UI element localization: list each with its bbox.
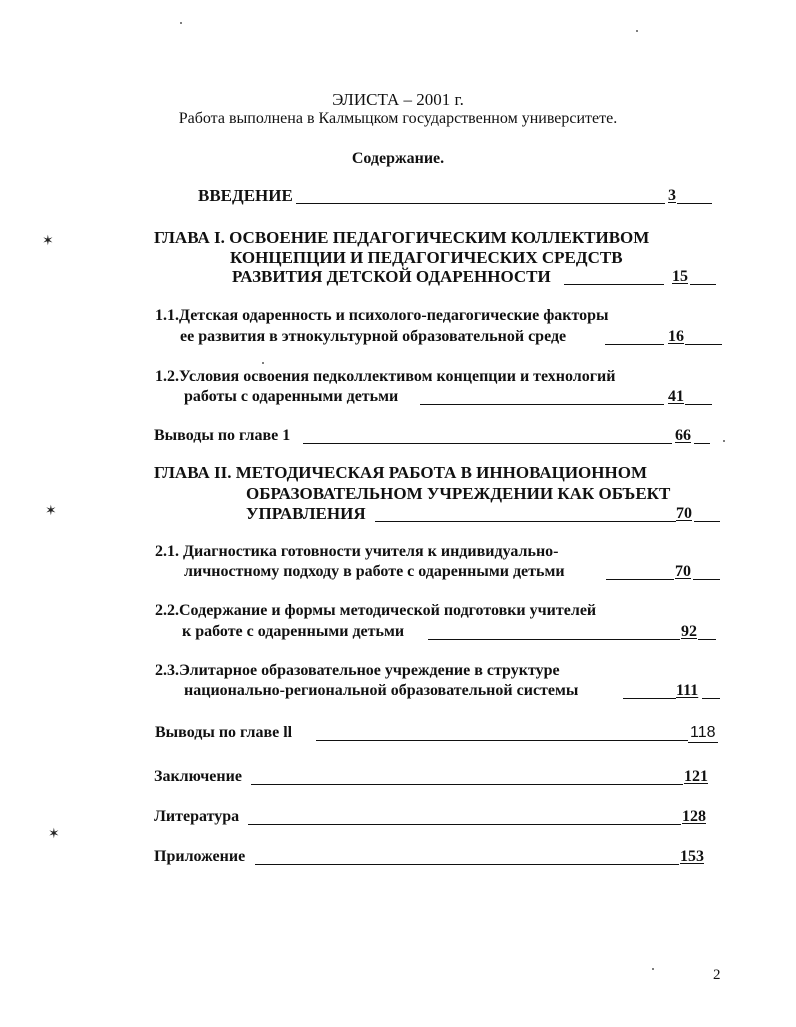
toc-leader-line — [248, 824, 681, 825]
toc-entry-line: личностному подходу в работе с одаренными детьми — [184, 563, 565, 580]
toc-leader-line — [606, 579, 674, 580]
toc-leader-line — [303, 443, 672, 444]
toc-leader-line — [564, 284, 664, 285]
scan-dot — [180, 22, 182, 24]
scan-dot — [723, 440, 725, 442]
scan-speck: ✶ — [48, 827, 60, 842]
toc-leader-line — [623, 698, 676, 699]
toc-leader-line — [296, 203, 665, 204]
toc-entry-line: РАЗВИТИЯ ДЕТСКОЙ ОДАРЕННОСТИ — [232, 267, 551, 286]
toc-leader-line — [375, 521, 676, 522]
toc-entry-line: работы с одаренными детьми — [184, 388, 399, 405]
toc-title: Содержание. — [351, 150, 445, 167]
toc-entry-line: ВВЕДЕНИЕ — [198, 186, 293, 205]
scan-speck: ✶ — [45, 504, 57, 519]
toc-entry-line: Литература — [154, 808, 240, 825]
toc-leader-tail — [688, 742, 718, 743]
toc-page-number: 41 — [668, 388, 684, 405]
toc-entry-line: КОНЦЕПЦИИ И ПЕДАГОГИЧЕСКИХ СРЕДСТВ — [230, 248, 623, 267]
toc-leader-line — [605, 344, 664, 345]
toc-leader-line — [255, 864, 679, 865]
toc-entry-line: 2.2.Содержание и формы методической подготовки учителей — [155, 602, 597, 619]
toc-leader-tail — [694, 521, 720, 522]
scan-dot — [652, 968, 654, 970]
toc-page-number: 128 — [682, 808, 706, 825]
toc-entry-line: национально-региональной образовательной системы — [184, 682, 579, 699]
toc-entry-line: 2.3.Элитарное образовательное учреждение в структуре — [155, 662, 560, 679]
toc-entry-line: ГЛАВА I. ОСВОЕНИЕ ПЕДАГОГИЧЕСКИМ КОЛЛЕКТИВОМ — [154, 228, 650, 247]
toc-leader-tail — [677, 203, 712, 204]
toc-page-number: 15 — [672, 268, 688, 285]
toc-page-number: 70 — [675, 563, 691, 580]
toc-leader-tail — [702, 698, 720, 699]
toc-entry-line: к работе с одаренными детьми — [182, 623, 405, 640]
toc-leader-line — [316, 740, 688, 741]
toc-leader-line — [251, 784, 683, 785]
toc-page-number: 92 — [681, 623, 697, 640]
toc-entry-line: ее развития в этнокультурной образовательной среде — [180, 328, 567, 345]
toc-entry-line: Заключение — [154, 768, 242, 785]
toc-entry-line: Выводы по главе 1 — [154, 427, 291, 444]
scan-dot — [262, 362, 264, 364]
toc-leader-tail — [685, 344, 722, 345]
toc-leader-tail — [685, 404, 712, 405]
toc-page-number: 153 — [680, 848, 704, 865]
page-number: 2 — [713, 967, 721, 983]
toc-entry-line: ГЛАВА II. МЕТОДИЧЕСКАЯ РАБОТА В ИННОВАЦИОННОМ — [154, 463, 647, 482]
toc-leader-line — [428, 639, 680, 640]
toc-page-number: 70 — [676, 505, 692, 522]
toc-page-number: 66 — [675, 427, 691, 444]
toc-entry-line: 1.2.Условия освоения педколлективом концепции и технологий — [155, 368, 616, 385]
toc-entry-line: 1.1.Детская одаренность и психолого-педагогические факторы — [155, 307, 609, 324]
toc-page-number: 121 — [684, 768, 708, 785]
affiliation-note: Работа выполнена в Калмыцком государственном университете. — [178, 110, 618, 127]
toc-leader-line — [420, 404, 664, 405]
toc-page-number: 118 — [690, 724, 716, 741]
toc-entry-line: ОБРАЗОВАТЕЛЬНОМ УЧРЕЖДЕНИИ КАК ОБЪЕКТ — [246, 484, 671, 503]
toc-entry-line: Выводы по главе ll — [155, 724, 293, 741]
toc-entry-line: 2.1. Диагностика готовности учителя к индивидуально- — [155, 543, 559, 560]
toc-page-number: 3 — [668, 187, 676, 204]
scan-speck: ✶ — [42, 234, 54, 249]
toc-leader-tail — [694, 443, 710, 444]
toc-page-number: 16 — [668, 328, 684, 345]
toc-entry-line: Приложение — [154, 848, 246, 865]
toc-leader-tail — [693, 579, 720, 580]
toc-page-number: 111 — [676, 682, 699, 699]
scan-dot — [636, 30, 638, 32]
toc-leader-tail — [698, 639, 716, 640]
city-year: ЭЛИСТА – 2001 г. — [332, 90, 464, 109]
toc-leader-tail — [690, 284, 716, 285]
toc-entry-line: УПРАВЛЕНИЯ — [246, 504, 366, 523]
